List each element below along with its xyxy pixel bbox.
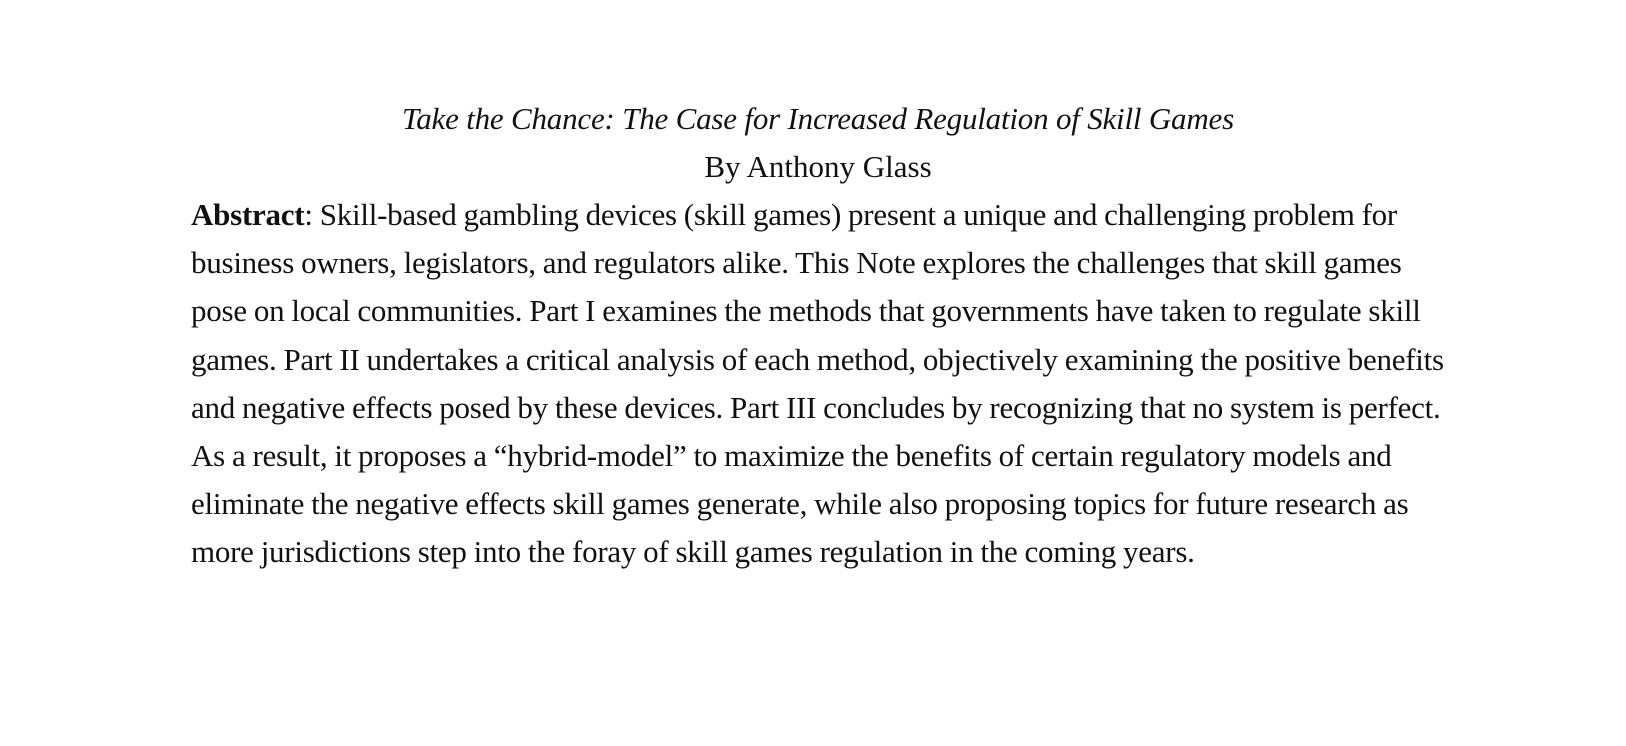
- document-title: Take the Chance: The Case for Increased Regulation of Skill Games: [402, 101, 1234, 136]
- abstract-text: Skill-based gambling devices (skill games) present a unique and challenging problem for business owners, legislators, and regulators alike. This Note explores the challenges that skill games pose on local communities. Part I examines the methods that governments have taken to regulate skill games. Part II undertakes a critical analysis of each method, objectively examining the positive benefits and negative effects posed by these devices. Part III concludes by recognizing that no system is perfect. As a result, it proposes a “hybrid-model” to maximize the benefits of certain regulatory models and eliminate the negative effects skill games generate, while also proposing topics for future research as more jurisdictions step into the foray of skill games regulation in the coming years.: [191, 197, 1444, 570]
- author-byline: By Anthony Glass: [704, 149, 932, 184]
- abstract-paragraph: [191, 191, 1446, 577]
- abstract-separator: :: [304, 197, 320, 232]
- abstract-label: Abstract: [191, 197, 305, 232]
